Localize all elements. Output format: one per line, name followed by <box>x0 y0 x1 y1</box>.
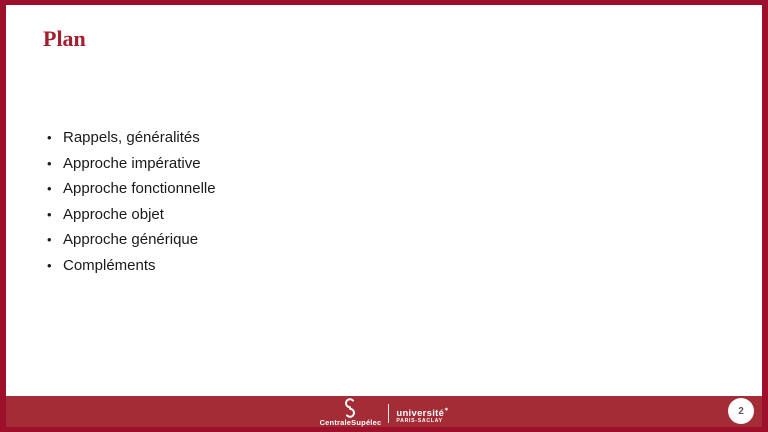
page-number: 2 <box>738 405 744 417</box>
bullet-item: • Approche objet <box>46 202 216 228</box>
paris-saclay-logo <box>396 406 448 424</box>
paris-saclay-label: PARIS-SACLAY <box>396 418 443 424</box>
centralesupelec-s-icon <box>341 397 359 419</box>
centralesupelec-label: CentraleSupélec <box>319 417 382 427</box>
logo-group <box>6 396 762 427</box>
universite-label <box>396 406 448 418</box>
bullet-item: • Approche générique <box>46 227 216 253</box>
bullet-item: • Compléments <box>46 253 216 279</box>
bullet-item: • Approche impérative <box>46 151 216 177</box>
footer-bar <box>6 396 762 427</box>
centralesupelec-logo <box>320 397 382 427</box>
slide-title: Plan <box>43 26 86 51</box>
logo-separator <box>388 404 389 423</box>
bullet-item: • Rappels, généralités <box>46 125 216 151</box>
bullet-item: • Approche fonctionnelle <box>46 176 216 202</box>
page-number-badge <box>728 398 754 424</box>
universite-word: université <box>396 408 445 419</box>
bullet-list <box>46 125 216 278</box>
star-icon: ✶ <box>444 407 449 413</box>
